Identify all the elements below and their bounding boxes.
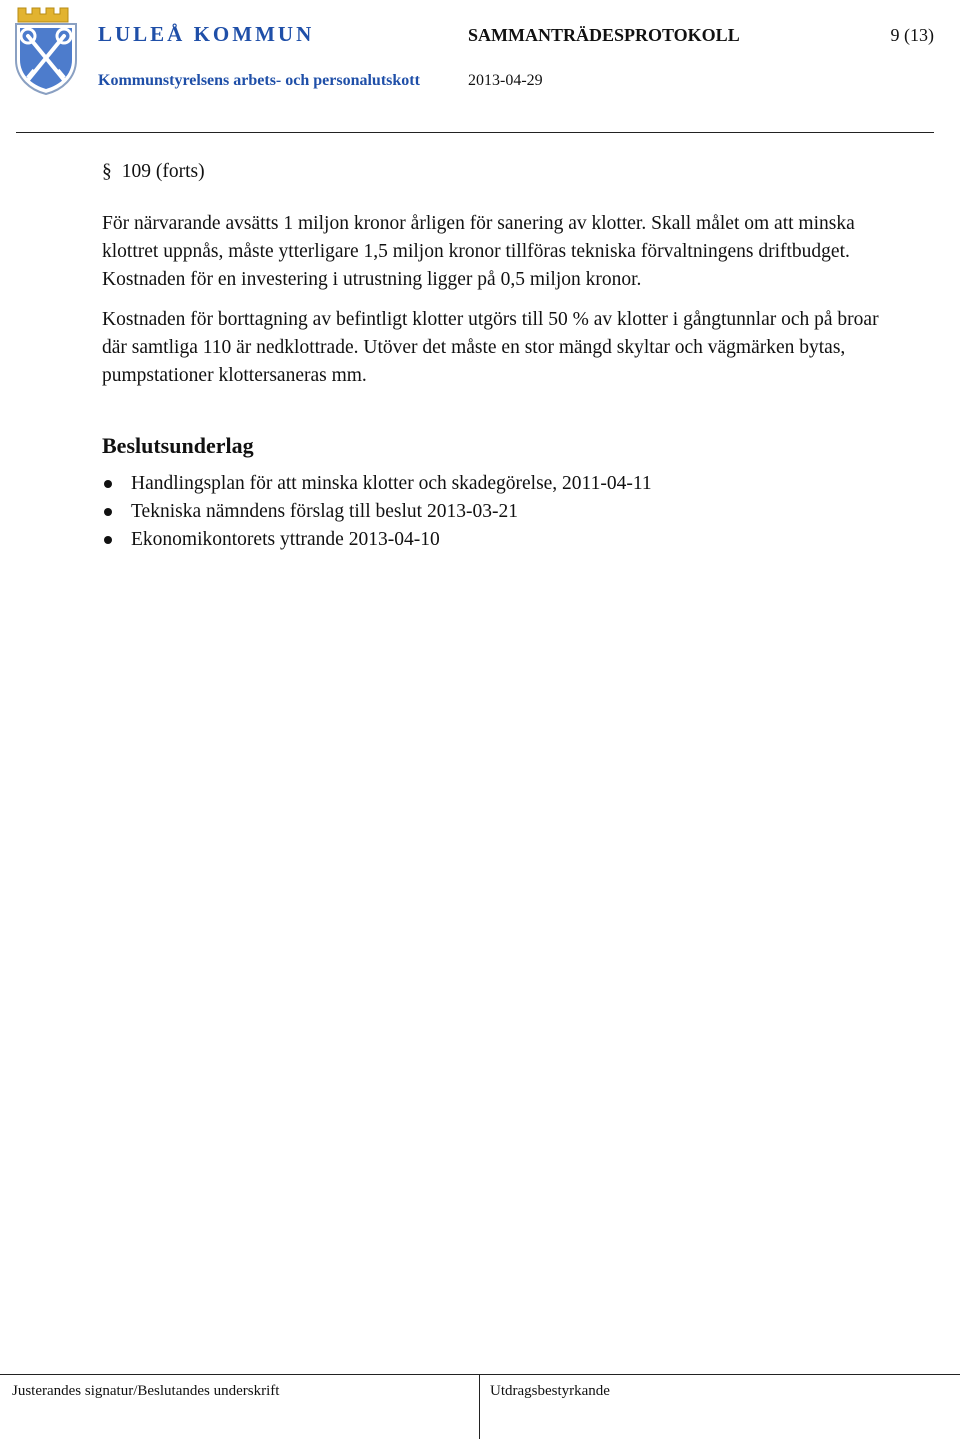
page-number: 9 (13)	[890, 25, 934, 45]
document-type: SAMMANTRÄDESPROTOKOLL	[468, 25, 740, 45]
header-divider	[16, 132, 934, 133]
section-title: 109 (forts)	[121, 161, 205, 182]
bullet-icon	[104, 536, 112, 544]
document-body	[102, 158, 892, 554]
list-item	[102, 470, 892, 498]
list-item-text: Tekniska nämndens förslag till beslut 2013-03-21	[131, 501, 518, 522]
committee-name: Kommunstyrelsens arbets- och personalutskott	[98, 72, 420, 89]
beslutsunderlag-list	[102, 470, 892, 554]
list-item	[102, 526, 892, 554]
signature-label: Justerandes signatur/Beslutandes underskrift	[12, 1383, 280, 1399]
list-item-text: Handlingsplan för att minska klotter och skadegörelse, 2011-04-11	[131, 473, 652, 494]
bullet-icon	[104, 480, 112, 488]
lulea-coat-of-arms-icon	[12, 4, 80, 96]
paragraph-2: Kostnaden för borttagning av befintligt klotter utgörs till 50 % av klotter i gångtunnlar och på broar där samtliga 110 är nedklottrade. Utöver det måste en stor mängd skyltar och vägmärken bytas, pumpstationer klottersaneras mm.	[102, 309, 879, 386]
paragraph-1: För närvarande avsätts 1 miljon kronor årligen för sanering av klotter. Skall målet om att minska klottret uppnås, måste ytterligare 1,5 miljon kronor tillföras tekniska förvaltningens driftbudget. Kostnaden för en investering i utrustning ligger på 0,5 miljon kronor.	[102, 213, 855, 290]
list-item-text: Ekonomikontorets yttrande 2013-04-10	[131, 529, 440, 550]
paragraph-symbol: §	[102, 161, 112, 182]
footer-divider	[0, 1374, 960, 1375]
meeting-date: 2013-04-29	[468, 72, 543, 89]
section-heading	[102, 158, 892, 186]
footer-column-divider	[479, 1374, 480, 1439]
certification-label: Utdragsbestyrkande	[490, 1383, 610, 1399]
organization-name: LULEÅ KOMMUN	[98, 22, 315, 46]
bullet-icon	[104, 508, 112, 516]
list-item	[102, 498, 892, 526]
beslutsunderlag-heading: Beslutsunderlag	[102, 433, 254, 458]
